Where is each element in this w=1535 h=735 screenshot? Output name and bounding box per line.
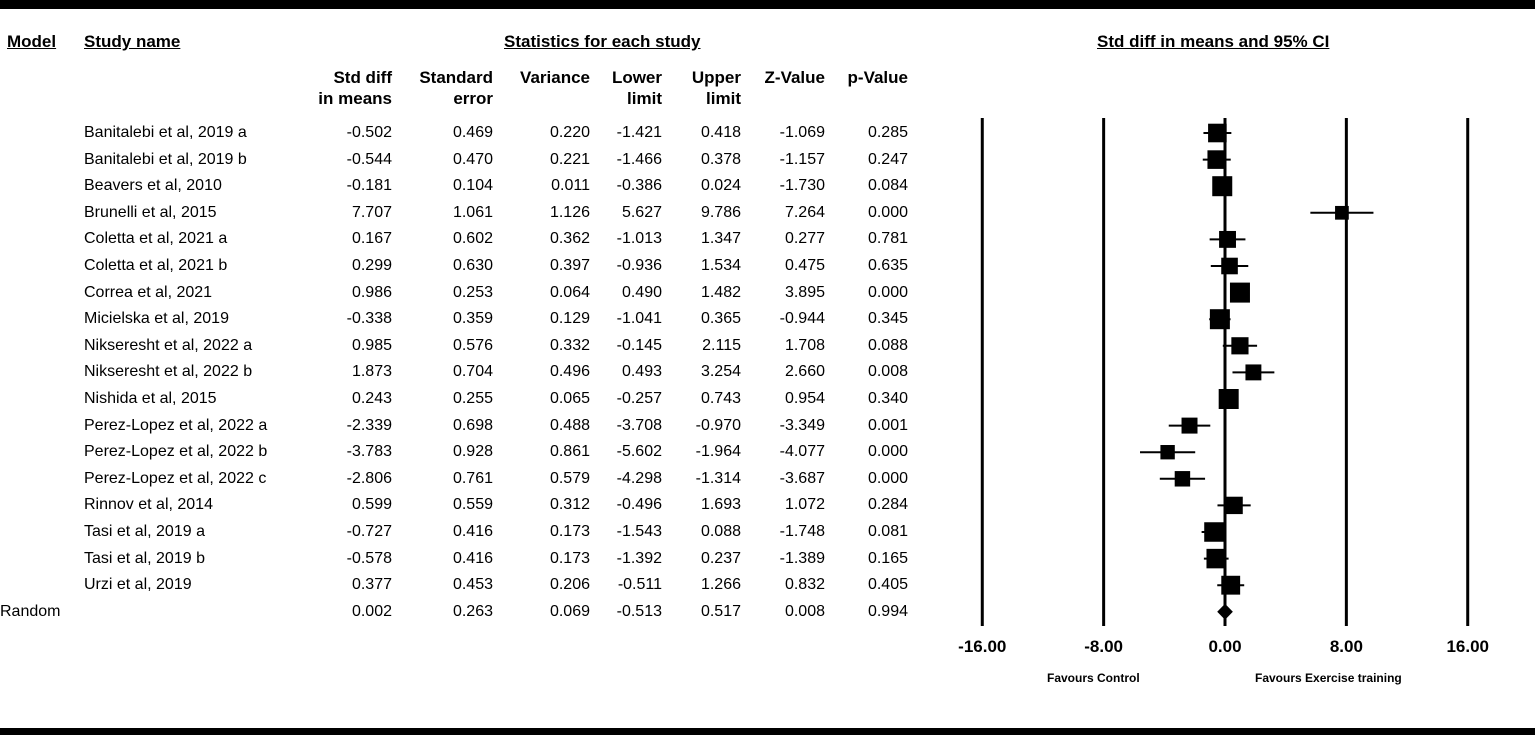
lower-limit-cell: -0.257	[616, 390, 662, 407]
z-value-cell: 2.660	[784, 363, 825, 381]
variance-cell: 0.064	[549, 283, 590, 301]
variance-cell: 0.496	[549, 363, 590, 381]
lower-limit-cell: -4.298	[616, 469, 662, 487]
plot-header: Std diff in means and 95% CI	[1097, 32, 1330, 51]
std-diff-in-means-cell: -2.806	[346, 469, 392, 487]
summary-upper-limit-cell: 0.517	[700, 602, 741, 620]
z-value-cell: -3.349	[779, 416, 825, 434]
study-name-cell: Micielska et al, 2019	[84, 310, 229, 328]
z-value-cell: -1.730	[779, 177, 825, 195]
effect-size-marker	[1231, 337, 1248, 354]
p-value-cell: 0.345	[867, 310, 908, 328]
effect-size-marker	[1204, 522, 1224, 542]
p-value-cell: 0.247	[867, 150, 908, 168]
std-diff-in-means-cell: 1.873	[351, 363, 392, 381]
study-name-cell: Beavers et al, 2010	[84, 177, 222, 195]
x-tick-label: 8.00	[1329, 637, 1363, 656]
z-value-cell: 7.264	[784, 203, 825, 221]
std-diff-in-means-cell: 0.167	[351, 230, 392, 248]
column-header-variance: Variance	[520, 68, 590, 87]
p-value-cell: 0.088	[867, 336, 908, 354]
lower-limit-cell: -1.543	[616, 523, 662, 540]
z-value-cell: -3.687	[779, 469, 825, 487]
column-header-lower-limit: Lower limit	[611, 68, 662, 108]
x-tick-label: -8.00	[1084, 637, 1123, 656]
effect-size-marker	[1212, 176, 1232, 196]
lower-limit-cell: -0.145	[616, 336, 662, 354]
summary-p-value-cell: 0.994	[867, 602, 908, 620]
z-value-cell: 0.954	[784, 390, 825, 407]
effect-size-marker	[1210, 309, 1230, 329]
z-value-cell: -4.077	[779, 443, 825, 461]
effect-size-marker	[1221, 576, 1240, 595]
study-name-cell: Coletta et al, 2021 b	[84, 257, 228, 274]
variance-cell: 0.129	[549, 310, 590, 328]
p-value-cell: 0.284	[867, 496, 908, 514]
lower-limit-cell: -1.466	[616, 150, 662, 168]
column-header-upper-limit: Upper limit	[691, 68, 741, 108]
p-value-cell: 0.000	[867, 469, 908, 487]
variance-cell: 0.861	[549, 443, 590, 461]
std-diff-in-means-cell: -0.181	[346, 177, 392, 195]
study-name-cell: Tasi et al, 2019 a	[84, 523, 205, 540]
standard-error-cell: 0.104	[452, 177, 493, 195]
study-name-cell: Perez-Lopez et al, 2022 a	[84, 416, 268, 434]
study-name-cell: Brunelli et al, 2015	[84, 203, 217, 221]
z-value-cell: -1.157	[779, 150, 825, 168]
effect-size-marker	[1207, 150, 1226, 169]
upper-limit-cell: 1.482	[700, 283, 741, 301]
z-value-cell: 0.277	[784, 230, 825, 248]
summary-z-value-cell: 0.008	[784, 602, 825, 620]
effect-size-marker	[1219, 389, 1239, 409]
lower-limit-cell: -1.392	[616, 549, 662, 567]
upper-limit-cell: 0.088	[700, 523, 741, 540]
standard-error-cell: 0.576	[452, 336, 493, 354]
upper-limit-cell: 3.254	[700, 363, 741, 381]
upper-limit-cell: -1.964	[695, 443, 741, 461]
std-diff-in-means-cell: 0.599	[351, 496, 392, 514]
study-name-cell: Nishida et al, 2015	[84, 390, 217, 407]
std-diff-in-means-cell: 0.377	[351, 576, 392, 594]
p-value-cell: 0.001	[867, 416, 908, 434]
lower-limit-cell: -3.708	[616, 416, 662, 434]
z-value-cell: 1.072	[784, 496, 825, 514]
lower-limit-cell: 5.627	[621, 203, 662, 221]
std-diff-in-means-cell: 0.299	[351, 257, 392, 274]
std-diff-in-means-cell: 7.707	[351, 203, 392, 221]
z-value-cell: 3.895	[784, 283, 825, 301]
std-diff-in-means-cell: 0.985	[351, 336, 392, 354]
statistics-header: Statistics for each study	[504, 32, 701, 51]
summary-lower-limit-cell: -0.513	[616, 602, 662, 620]
effect-size-marker	[1221, 258, 1238, 275]
upper-limit-cell: 0.237	[700, 549, 741, 567]
upper-limit-cell: 1.347	[700, 230, 741, 248]
variance-cell: 0.332	[549, 336, 590, 354]
model-header: Model	[7, 32, 57, 51]
summary-standard-error-cell: 0.263	[452, 602, 493, 620]
p-value-cell: 0.781	[867, 230, 908, 248]
std-diff-in-means-cell: -2.339	[346, 416, 392, 434]
x-tick-label: 0.00	[1208, 637, 1242, 656]
z-value-cell: -1.069	[779, 124, 825, 141]
std-diff-in-means-cell: -0.578	[346, 549, 392, 567]
z-value-cell: -1.748	[779, 523, 825, 540]
lower-limit-cell: -0.386	[616, 177, 662, 195]
lower-limit-cell: -1.421	[616, 124, 662, 141]
variance-cell: 0.221	[549, 150, 590, 168]
summary-model-cell: Random	[0, 602, 61, 620]
upper-limit-cell: 1.693	[700, 496, 741, 514]
effect-size-marker	[1219, 231, 1236, 248]
std-diff-in-means-cell: -0.727	[346, 523, 392, 540]
effect-size-marker	[1230, 283, 1250, 303]
effect-size-marker	[1206, 549, 1226, 569]
variance-cell: 0.011	[551, 177, 590, 195]
upper-limit-cell: 0.024	[700, 177, 741, 195]
study-name-cell: Perez-Lopez et al, 2022 c	[84, 469, 267, 487]
effect-size-marker	[1335, 206, 1349, 220]
variance-cell: 1.126	[549, 203, 590, 221]
standard-error-cell: 0.928	[452, 443, 493, 461]
lower-limit-cell: -0.936	[616, 257, 662, 274]
x-tick-label: 16.00	[1446, 637, 1489, 656]
upper-limit-cell: 0.743	[700, 390, 741, 407]
upper-limit-cell: -1.314	[695, 469, 741, 487]
lower-limit-cell: -0.511	[617, 576, 662, 594]
upper-limit-cell: 0.365	[700, 310, 741, 328]
upper-limit-cell: -0.970	[695, 416, 741, 434]
column-header-p-value: p-Value	[847, 68, 908, 87]
variance-cell: 0.206	[549, 576, 590, 594]
z-value-cell: 1.708	[784, 336, 825, 354]
standard-error-cell: 0.453	[452, 576, 493, 594]
p-value-cell: 0.285	[867, 124, 908, 141]
study-name-header: Study name	[84, 32, 181, 51]
upper-limit-cell: 9.786	[700, 203, 741, 221]
p-value-cell: 0.000	[867, 283, 908, 301]
standard-error-cell: 0.630	[452, 257, 493, 274]
std-diff-in-means-cell: -0.502	[346, 124, 392, 141]
standard-error-cell: 0.761	[452, 469, 493, 487]
column-header-z-value: Z-Value	[764, 68, 825, 87]
lower-limit-cell: 0.490	[621, 283, 662, 301]
study-name-cell: Rinnov et al, 2014	[84, 496, 213, 514]
effect-size-marker	[1208, 124, 1227, 143]
p-value-cell: 0.081	[867, 523, 908, 540]
study-name-cell: Urzi et al, 2019	[84, 576, 192, 594]
column-header-std-diff-in-means: Std diff in means	[318, 68, 392, 108]
p-value-cell: 0.000	[867, 443, 908, 461]
standard-error-cell: 0.416	[452, 523, 493, 540]
lower-limit-cell: -5.602	[616, 443, 662, 461]
p-value-cell: 0.000	[867, 203, 908, 221]
study-name-cell: Tasi et al, 2019 b	[84, 549, 205, 567]
variance-cell: 0.579	[549, 469, 590, 487]
standard-error-cell: 0.255	[452, 390, 493, 407]
z-value-cell: -0.944	[779, 310, 825, 328]
upper-limit-cell: 1.534	[700, 257, 741, 274]
summary-variance-cell: 0.069	[549, 602, 590, 620]
variance-cell: 0.312	[549, 496, 590, 514]
variance-cell: 0.488	[549, 416, 590, 434]
effect-size-marker	[1160, 445, 1174, 459]
study-name-cell: Correa et al, 2021	[84, 283, 213, 301]
column-header-standard-error: Standard error	[419, 68, 493, 108]
variance-cell: 0.173	[549, 549, 590, 567]
effect-size-marker	[1175, 471, 1190, 486]
effect-size-marker	[1182, 418, 1198, 434]
variance-cell: 0.362	[549, 230, 590, 248]
std-diff-in-means-cell: 0.986	[351, 283, 392, 301]
study-name-cell: Perez-Lopez et al, 2022 b	[84, 443, 268, 461]
variance-cell: 0.220	[549, 124, 590, 141]
study-name-cell: Nikseresht et al, 2022 b	[84, 363, 253, 381]
p-value-cell: 0.084	[867, 177, 908, 195]
summary-diamond	[1217, 604, 1233, 620]
p-value-cell: 0.165	[867, 549, 908, 567]
study-name-cell: Coletta et al, 2021 a	[84, 230, 228, 248]
variance-cell: 0.065	[549, 390, 590, 407]
variance-cell: 0.173	[549, 523, 590, 540]
favours-left-label: Favours Control	[1047, 671, 1140, 685]
std-diff-in-means-cell: -0.338	[346, 310, 392, 328]
standard-error-cell: 0.469	[452, 124, 493, 141]
standard-error-cell: 0.253	[452, 283, 493, 301]
standard-error-cell: 0.559	[452, 496, 493, 514]
standard-error-cell: 1.061	[452, 203, 493, 221]
study-name-cell: Nikseresht et al, 2022 a	[84, 336, 253, 354]
standard-error-cell: 0.602	[452, 230, 493, 248]
x-tick-label: -16.00	[958, 637, 1007, 656]
favours-right-label: Favours Exercise training	[1255, 671, 1402, 685]
std-diff-in-means-cell: 0.243	[351, 390, 392, 407]
lower-limit-cell: -0.496	[616, 496, 662, 514]
z-value-cell: 0.832	[784, 576, 825, 594]
lower-limit-cell: 0.493	[621, 363, 662, 381]
z-value-cell: 0.475	[784, 257, 825, 274]
lower-limit-cell: -1.013	[616, 230, 662, 248]
p-value-cell: 0.008	[867, 363, 908, 381]
standard-error-cell: 0.704	[452, 363, 493, 381]
upper-limit-cell: 0.378	[700, 150, 741, 168]
upper-limit-cell: 2.115	[702, 336, 741, 354]
standard-error-cell: 0.698	[452, 416, 493, 434]
p-value-cell: 0.635	[867, 257, 908, 274]
study-name-cell: Banitalebi et al, 2019 b	[84, 150, 247, 168]
p-value-cell: 0.340	[867, 390, 908, 407]
effect-size-marker	[1245, 364, 1261, 380]
std-diff-in-means-cell: -0.544	[346, 150, 392, 168]
study-name-cell: Banitalebi et al, 2019 a	[84, 124, 247, 141]
lower-limit-cell: -1.041	[616, 310, 662, 328]
effect-size-marker	[1225, 497, 1242, 514]
std-diff-in-means-cell: -3.783	[346, 443, 392, 461]
upper-limit-cell: 0.418	[700, 124, 741, 141]
p-value-cell: 0.405	[867, 576, 908, 594]
upper-limit-cell: 1.266	[700, 576, 741, 594]
z-value-cell: -1.389	[779, 549, 825, 567]
standard-error-cell: 0.470	[452, 150, 493, 168]
summary-std-diff-in-means-cell: 0.002	[351, 602, 392, 620]
variance-cell: 0.397	[549, 257, 590, 274]
standard-error-cell: 0.359	[452, 310, 493, 328]
standard-error-cell: 0.416	[452, 549, 493, 567]
